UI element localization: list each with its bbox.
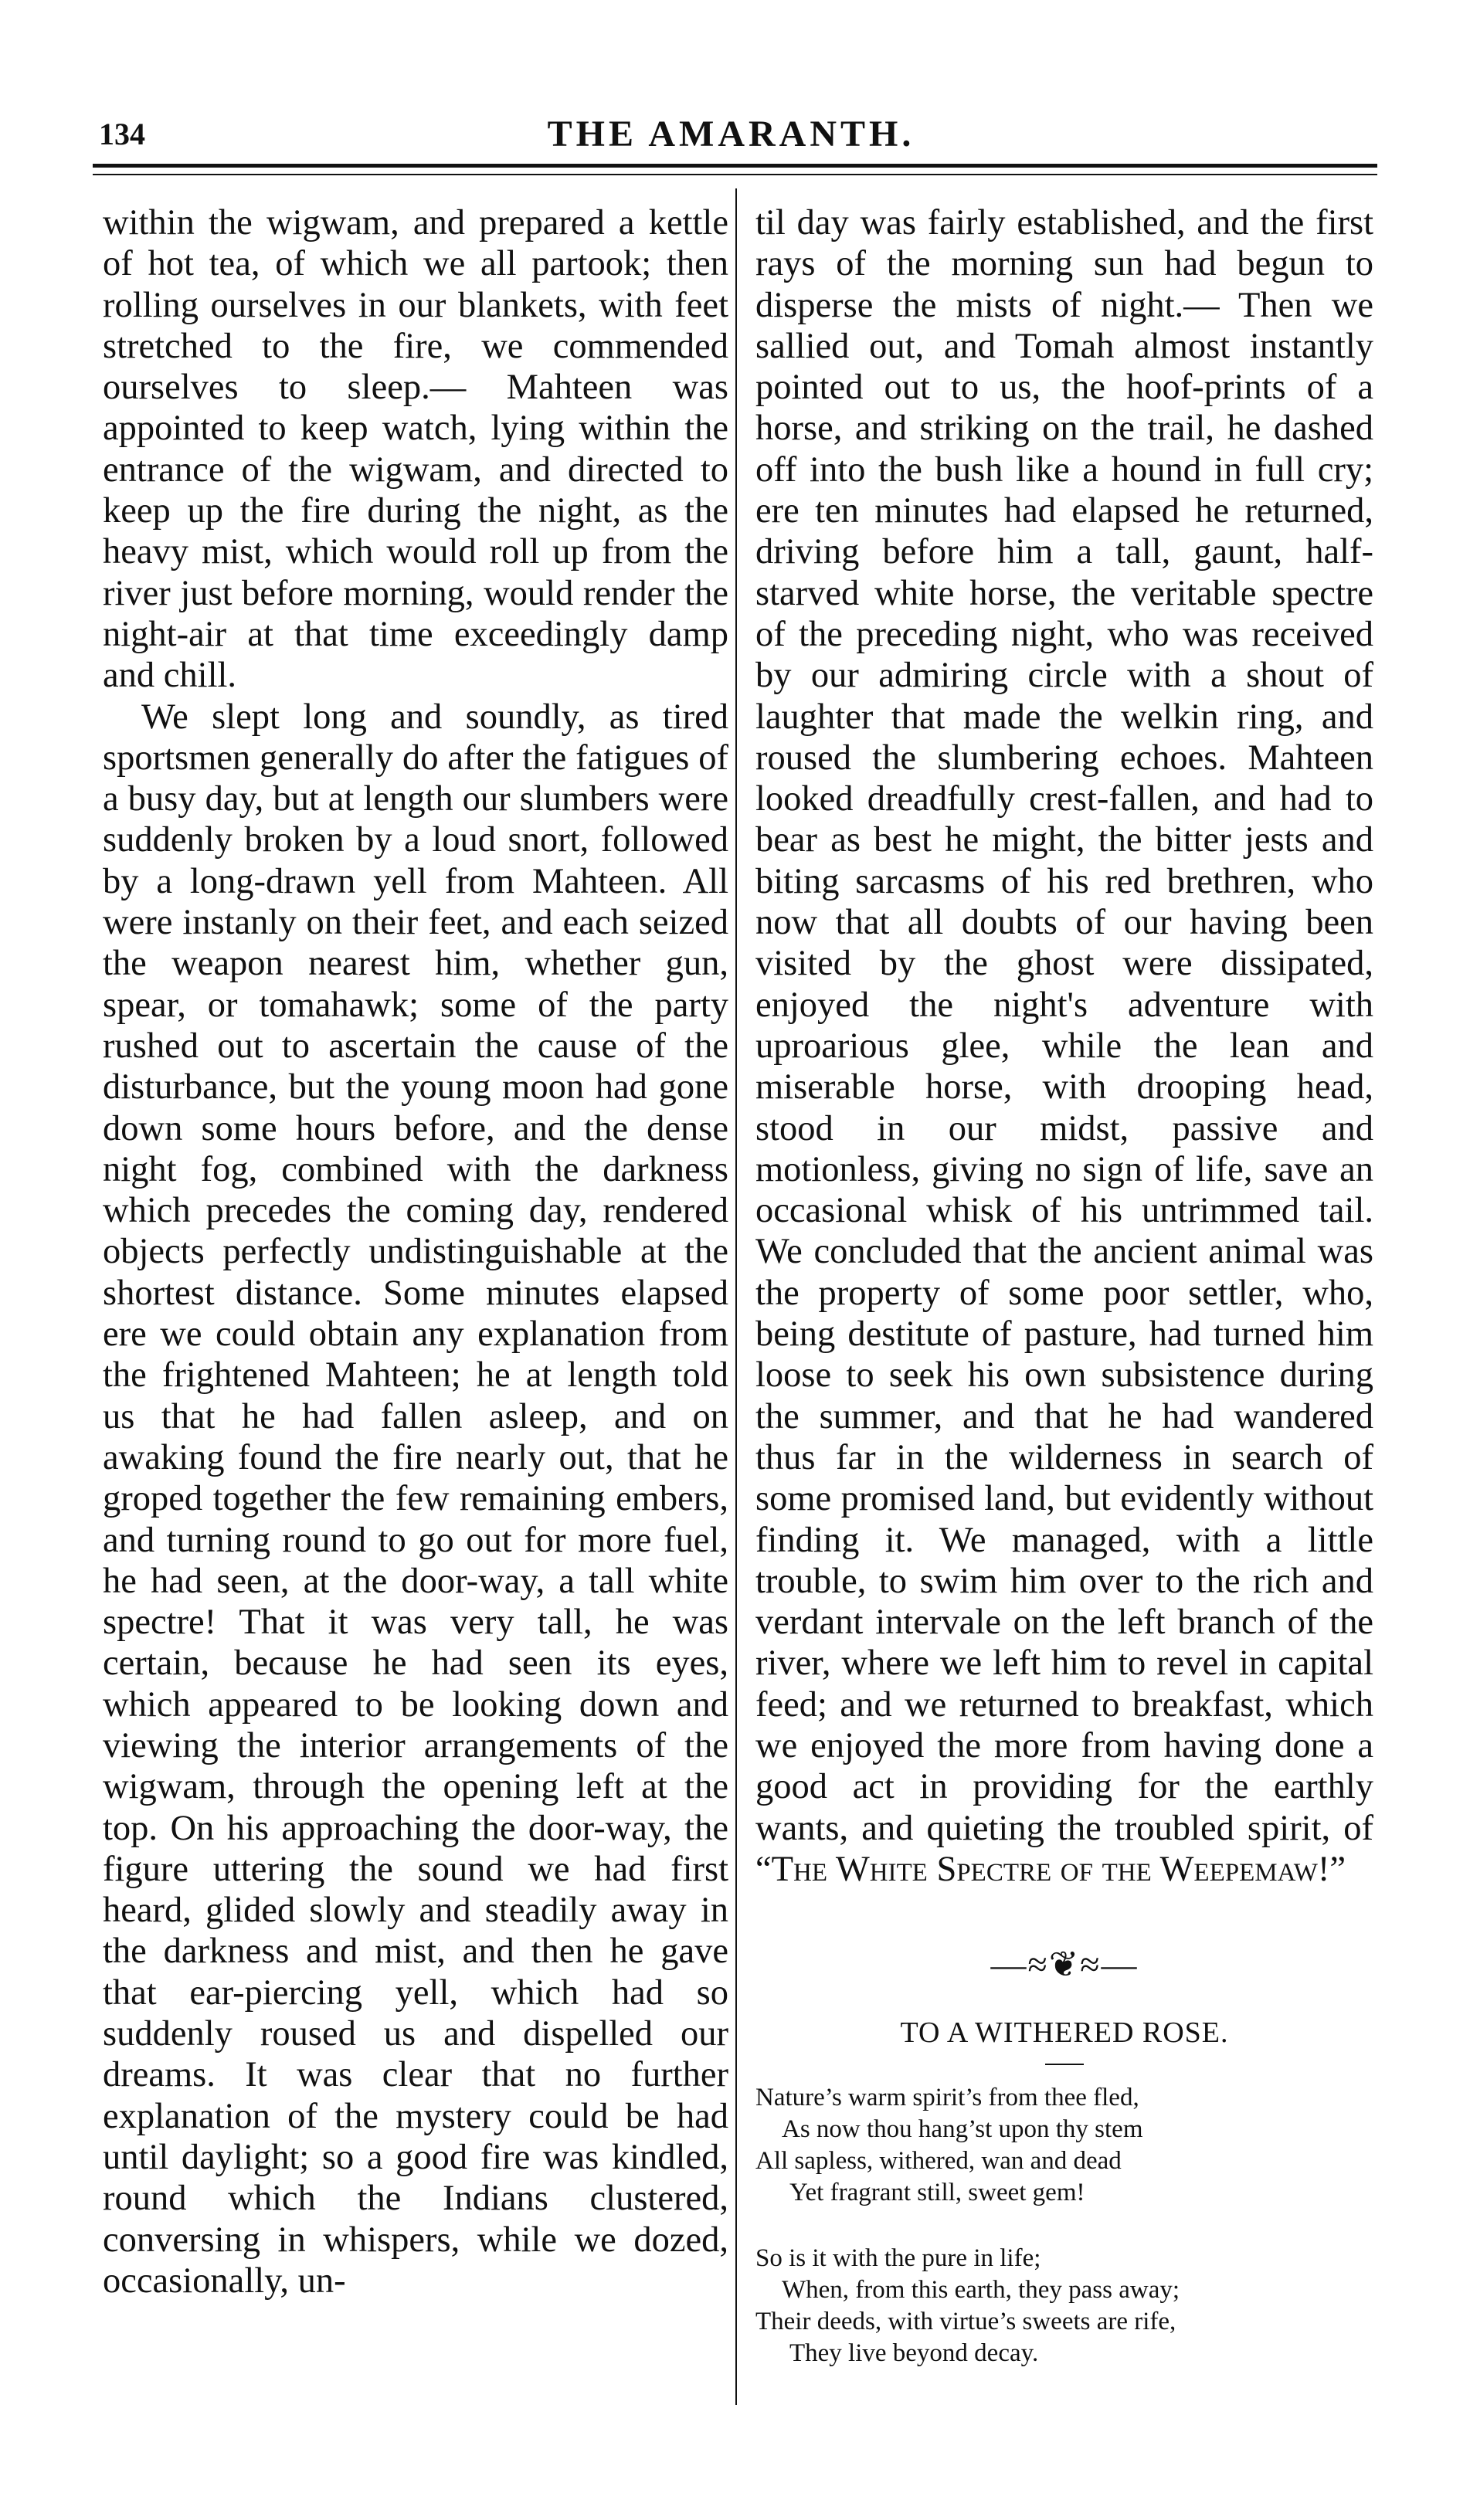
running-title: THE AMARANTH. [547,114,915,154]
left-paragraph-2: We slept long and soundly, as tired sportsmen generally do after the fatigues of a busy day, but at length our slumbers were suddenly broken by a loud snort, followed by a long-drawn yell from Mahteen. All were instanly on their feet, and each seized the weapon nearest him, whether gun, spear, or tomahawk; some of the party rushed out to ascertain the cause of the disturbance, but the young moon had gone down some hours before, and the dense night fog, combined with the darkness which precedes the coming day, rendered objects perfectly undistinguishable at the shortest distance. Some minutes elapsed ere we could obtain any explanation from the frightened Mahteen; he at length told us that he had fallen asleep, and on awaking found the fire nearly out, that he groped together the few remaining embers, and turning round to go out for more fuel, he had seen, at the door-way, a tall white spectre! That it was very tall, he was certain, because he had seen its eyes, which appeared to be looking down and viewing the interior arrangements of the wigwam, through the opening left at the top. On his approaching the door-way, the figure uttering the sound we had first heard, glided slowly and steadily away in the darkness and mist, and then he gave that ear-piercing yell, which had so suddenly roused us and dispelled our dreams. It was clear that no further explanation of the mystery could be had until daylight; so a good fire was kindled, round which the Indians clustered, conversing in whispers, while we dozed, occasionally, un- [103,697,728,2301]
poem-line: As now thou hang’st upon thy stem [782,2115,1143,2143]
page-header [93,116,1370,170]
poem-stanza-1 [755,2082,1373,2209]
ornament-divider: —≈❦≈— [990,1945,1139,1985]
right-paragraph-1 [755,202,1373,1890]
left-column [103,202,728,2301]
poem-line: Nature’s warm spirit’s from thee fled, [755,2083,1139,2111]
poem-line: All sapless, withered, wan and dead [755,2146,1122,2175]
poem-line: Yet fragrant still, sweet gem! [789,2178,1085,2206]
header-rule-thin [93,174,1377,175]
poem-stanza-2 [755,2243,1373,2369]
poem-title: TO A WITHERED ROSE. [900,2016,1229,2050]
poem-line: When, from this earth, they pass away; [782,2275,1180,2304]
poem-line: They live beyond decay. [789,2339,1039,2367]
left-paragraph-1: within the wigwam, and prepared a kettle of hot tea, of which we all partook; then rolling ourselves in our blankets, with feet stretched to the fire, we commended ourselves to sleep.— Mahteen was appointed to keep watch, lying within the entrance of the wigwam, and directed to keep up the fire during the night, as the heavy mist, which would roll up from the river just before morning, would render the night-air at that time exceedingly damp and chill. [103,203,728,696]
right-paragraph-1-text: til day was fairly established, and the first rays of the morning sun had begun to disperse the mists of night.— Then we sallied out, and Tomah almost instantly pointed out to us, the hoof-prints of a horse, and striking on the trail, he dashed off into the bush like a hound in full cry; ere ten minutes had elapsed he returned, driving before him a tall, gaunt, half-starved white horse, the veritable spectre of the preceding night, who was received by our admiring circle with a shout of laughter that made the welkin ring, and roused the slumbering echoes. Mahteen looked dreadfully crest-fallen, and had to bear as best he might, the bitter jests and biting sarcasms of his red brethren, who now that all doubts of our having been visited by the ghost were dissipated, enjoyed the night's adventure with uproarious glee, while the lean and miserable horse, with drooping head, stood in our midst, passive and motionless, giving no sign of life, save an occasional whisk of his untrimmed tail. We concluded that the ancient animal was the property of some poor settler, who, being destitute of pasture, had turned him loose to seek his own subsistence during the summer, and that he had wandered thus far in the wilderness in search of some promised land, but evidently without finding it. We managed, with a little trouble, to swim him over to the rich and verdant intervale on the left branch of the river, where we left him to revel in capital feed; and we returned to breakfast, which we enjoyed the more from having done a good act in providing for the earthly wants, and quieting the troubled spirit, of [755,203,1373,1848]
right-column [755,202,1373,2369]
poem-line: So is it with the pure in life; [755,2244,1041,2272]
header-rule-thick [93,164,1377,168]
column-divider [735,188,737,2405]
story-title: “The White Spectre of the Weepemaw!” [755,1849,1346,1889]
poem-line: Their deeds, with virtue’s sweets are rife, [755,2307,1176,2335]
poem-title-rule [1045,2064,1084,2065]
page-number: 134 [99,117,145,151]
